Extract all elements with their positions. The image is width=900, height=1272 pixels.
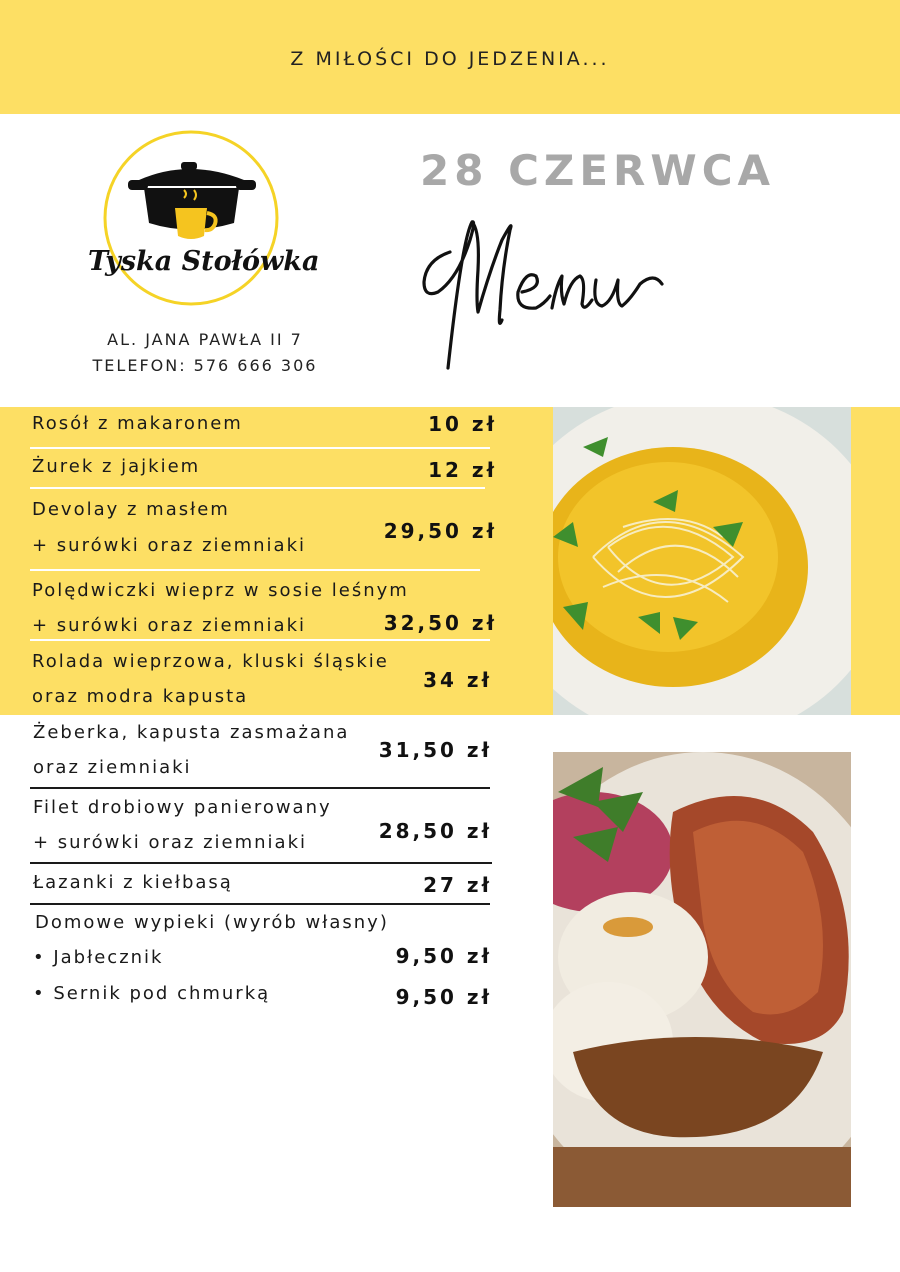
phone[interactable]: TELEFON: 576 666 306 [92, 356, 318, 375]
divider [30, 903, 490, 905]
menu-script-title [418, 200, 678, 375]
price-filet: 28,50 zł [378, 819, 492, 843]
address: AL. JANA PAWŁA II 7 [107, 330, 303, 349]
soup-photo [553, 407, 851, 715]
item-filet-sides: + surówki oraz ziemniaki [33, 832, 308, 853]
price-poledwiczki: 32,50 zł [383, 611, 497, 635]
price-rolada: 34 zł [423, 668, 492, 692]
item-filet: Filet drobiowy panierowany [33, 797, 332, 818]
price-devolay: 29,50 zł [383, 519, 497, 543]
item-rolada-sides: oraz modra kapusta [32, 686, 249, 707]
roulade-photo [553, 752, 851, 1207]
price-lazanki: 27 zł [423, 873, 492, 897]
item-poledwiczki-sides: + surówki oraz ziemniaki [32, 615, 307, 636]
divider [30, 787, 490, 789]
price-rosol: 10 zł [428, 412, 497, 436]
item-zeberka-sides: oraz ziemniaki [33, 757, 192, 778]
item-zurek: Żurek z jajkiem [32, 456, 201, 477]
dessert-sernik: • Sernik pod chmurką [33, 983, 271, 1004]
top-banner [0, 0, 900, 114]
svg-text:Tyska Stołówka: Tyska Stołówka [88, 246, 320, 277]
price-sernik: 9,50 zł [395, 985, 492, 1009]
dessert-jablecznik: • Jabłecznik [33, 947, 164, 968]
item-rolada: Rolada wieprzowa, kluski śląskie [32, 651, 389, 672]
item-rosol: Rosół z makaronem [32, 413, 243, 434]
item-devolay-sides: + surówki oraz ziemniaki [32, 535, 307, 556]
price-zurek: 12 zł [428, 458, 497, 482]
logo [84, 128, 324, 313]
item-lazanki: Łazanki z kiełbasą [33, 872, 233, 893]
item-zeberka: Żeberka, kapusta zasmażana [33, 722, 350, 743]
price-jablecznik: 9,50 zł [395, 944, 492, 968]
divider [30, 447, 490, 449]
price-zeberka: 31,50 zł [378, 738, 492, 762]
divider [30, 569, 480, 571]
item-poledwiczki: Polędwiczki wieprz w sosie leśnym [32, 580, 409, 601]
desserts-heading: Domowe wypieki (wyrób własny) [35, 912, 389, 933]
divider [30, 639, 490, 641]
tagline: Z MIŁOŚCI DO JEDZENIA... [290, 48, 610, 70]
item-devolay: Devolay z masłem [32, 499, 230, 520]
menu-date: 28 CZERWCA [420, 146, 776, 195]
pot-cup-logo-icon [84, 128, 324, 313]
divider [30, 862, 492, 864]
divider [30, 487, 485, 489]
